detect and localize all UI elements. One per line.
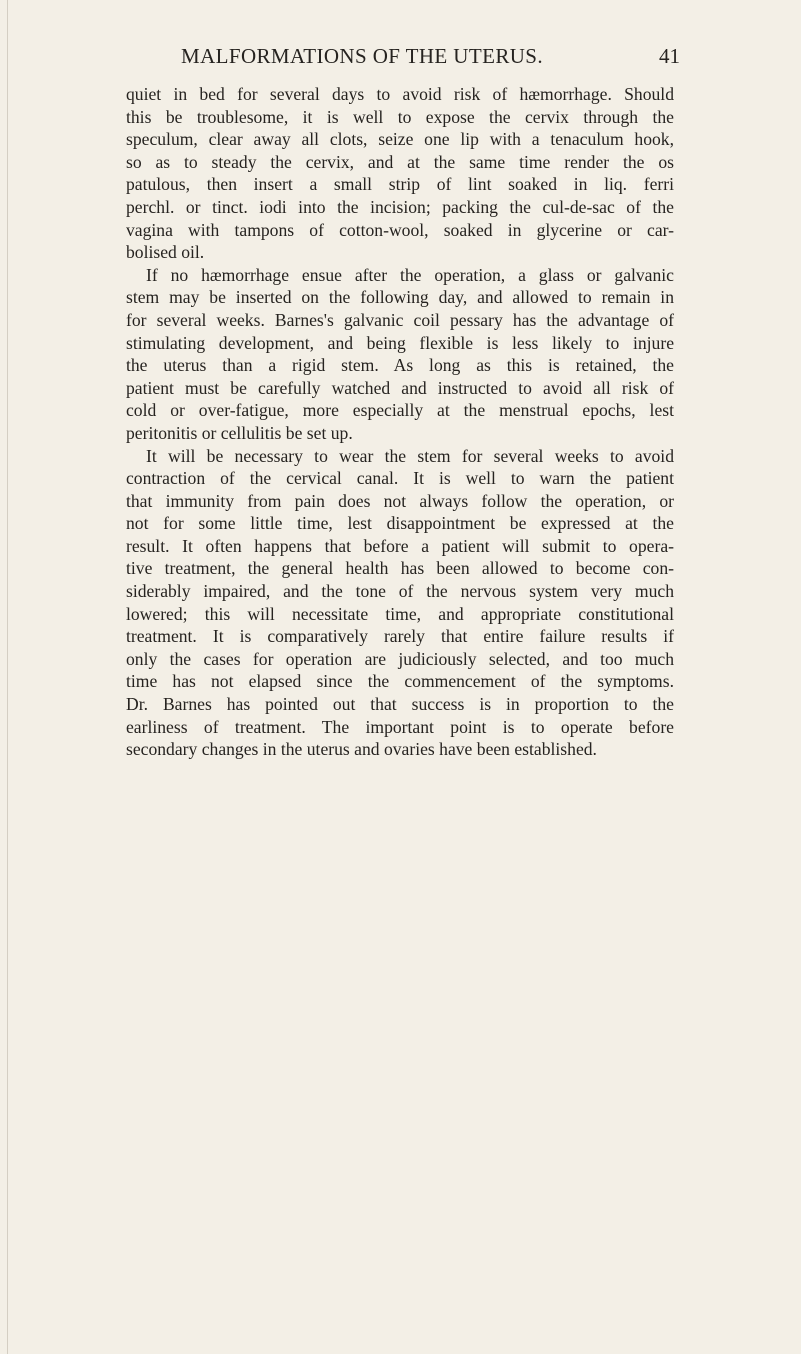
text-line: earliness of treatment. The important point is to operate before bbox=[126, 716, 674, 737]
text-line: stimulating development, and being flexible is less likely to injure bbox=[126, 332, 674, 353]
text-line: If no hæmorrhage ensue after the operation, a glass or galvanic bbox=[146, 264, 674, 285]
running-head: MALFORMATIONS OF THE UTERUS. bbox=[181, 44, 544, 68]
text-line: result. It often happens that before a patient will submit to opera- bbox=[126, 535, 674, 556]
text-line: quiet in bed for several days to avoid risk of hæmorrhage. Should bbox=[126, 84, 674, 104]
text-line: the uterus than a rigid stem. As long as this is retained, the bbox=[126, 355, 674, 376]
text-line: bolised oil. bbox=[126, 242, 205, 263]
page-number: 41 bbox=[659, 44, 680, 68]
text-line: siderably impaired, and the tone of the nervous system very much bbox=[126, 581, 674, 602]
text-line: Dr. Barnes has pointed out that success is in proportion to the bbox=[126, 694, 674, 715]
body-text bbox=[126, 83, 674, 761]
text-line: peritonitis or cellulitis be set up. bbox=[126, 422, 353, 443]
page-header bbox=[0, 44, 801, 70]
text-line: cold or over-fatigue, more especially at the menstrual epochs, lest bbox=[126, 400, 674, 421]
text-line: stem may be inserted on the following day, and allowed to remain in bbox=[126, 287, 674, 308]
text-line: treatment. It is comparatively rarely that entire failure results if bbox=[126, 626, 674, 647]
text-line: patulous, then insert a small strip of lint soaked in liq. ferri bbox=[126, 174, 674, 195]
text-line: vagina with tampons of cotton-wool, soaked in glycerine or car- bbox=[126, 219, 674, 240]
text-line: not for some little time, lest disappointment be expressed at the bbox=[126, 513, 674, 534]
text-line: It will be necessary to wear the stem for several weeks to avoid bbox=[146, 445, 674, 466]
text-line: patient must be carefully watched and instructed to avoid all risk of bbox=[126, 377, 674, 398]
page-edge-shadow bbox=[7, 0, 8, 1354]
text-line: secondary changes in the uterus and ovaries have been established. bbox=[126, 739, 597, 760]
text-line: lowered; this will necessitate time, and appropriate constitutional bbox=[126, 603, 674, 624]
text-line: tive treatment, the general health has been allowed to become con- bbox=[126, 558, 674, 579]
text-line: for several weeks. Barnes's galvanic coil pessary has the advantage of bbox=[126, 309, 674, 330]
text-line: perchl. or tinct. iodi into the incision; packing the cul-de-sac of the bbox=[126, 196, 674, 217]
text-line: contraction of the cervical canal. It is well to warn the patient bbox=[126, 468, 674, 489]
text-line: that immunity from pain does not always follow the operation, or bbox=[126, 490, 674, 511]
text-line: speculum, clear away all clots, seize one lip with a tenaculum hook, bbox=[126, 129, 674, 150]
text-line: this be troublesome, it is well to expose the cervix through the bbox=[126, 106, 674, 127]
text-line: time has not elapsed since the commencement of the symptoms. bbox=[126, 671, 674, 692]
text-line: so as to steady the cervix, and at the same time render the os bbox=[126, 151, 674, 172]
text-line: only the cases for operation are judiciously selected, and too much bbox=[126, 648, 674, 669]
